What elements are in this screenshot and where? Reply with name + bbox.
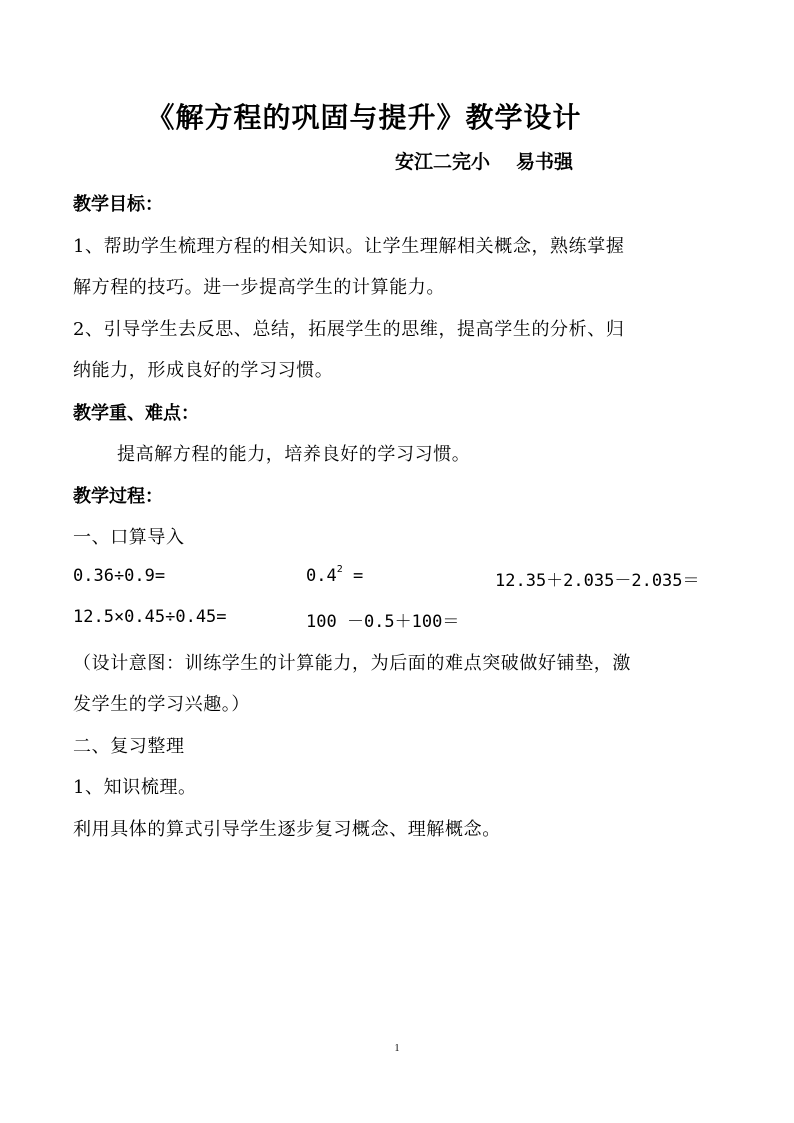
- expression-r1c2-equals: =: [342, 566, 364, 586]
- expression-r2c2: 100 －0.5＋100＝: [306, 612, 460, 632]
- author-line: [395, 147, 573, 174]
- process-heading: 教学过程：: [73, 486, 163, 507]
- objective-1-line2: 解方程的技巧。进一步提高学生的计算能力。: [73, 277, 445, 298]
- subsection-1-text: 利用具体的算式引导学生逐步复习概念、理解概念。: [73, 819, 501, 840]
- design-intent-line2: 发学生的学习兴趣。）: [73, 694, 250, 715]
- expression-r1c2-exponent: 2: [336, 564, 343, 575]
- expression-r2c1: 12.5×0.45÷0.45=: [73, 607, 227, 627]
- page-number: 1: [394, 1043, 400, 1054]
- objective-1-line1: 1、帮助学生梳理方程的相关知识。让学生理解相关概念，熟练掌握: [73, 236, 625, 257]
- keypoints-text: 提高解方程的能力，培养良好的学习习惯。: [117, 444, 471, 465]
- section-2-title: 二、复习整理: [73, 736, 185, 757]
- expression-r1c2: [306, 566, 363, 586]
- objectives-heading: 教学目标：: [73, 194, 163, 215]
- expression-r1c2-base: 0.4: [306, 566, 337, 586]
- keypoints-heading: 教学重、难点：: [73, 403, 199, 424]
- author-school: 安江二完小: [395, 151, 491, 173]
- document-title: 《解方程的巩固与提升》教学设计: [146, 101, 582, 134]
- author-name: 易书强: [516, 151, 574, 173]
- design-intent-line1: （设计意图：训练学生的计算能力，为后面的难点突破做好铺垫，激: [73, 653, 631, 674]
- section-1-title: 一、口算导入: [73, 527, 185, 548]
- objective-2-line2: 纳能力，形成良好的学习习惯。: [73, 360, 334, 381]
- objective-2-line1: 2、引导学生去反思、总结，拓展学生的思维，提高学生的分析、归: [73, 319, 625, 340]
- expression-r1c3: 12.35＋2.035－2.035＝: [495, 571, 700, 591]
- subsection-1-title: 1、知识梳理。: [73, 777, 197, 798]
- expression-r1c1: 0.36÷0.9=: [73, 566, 166, 586]
